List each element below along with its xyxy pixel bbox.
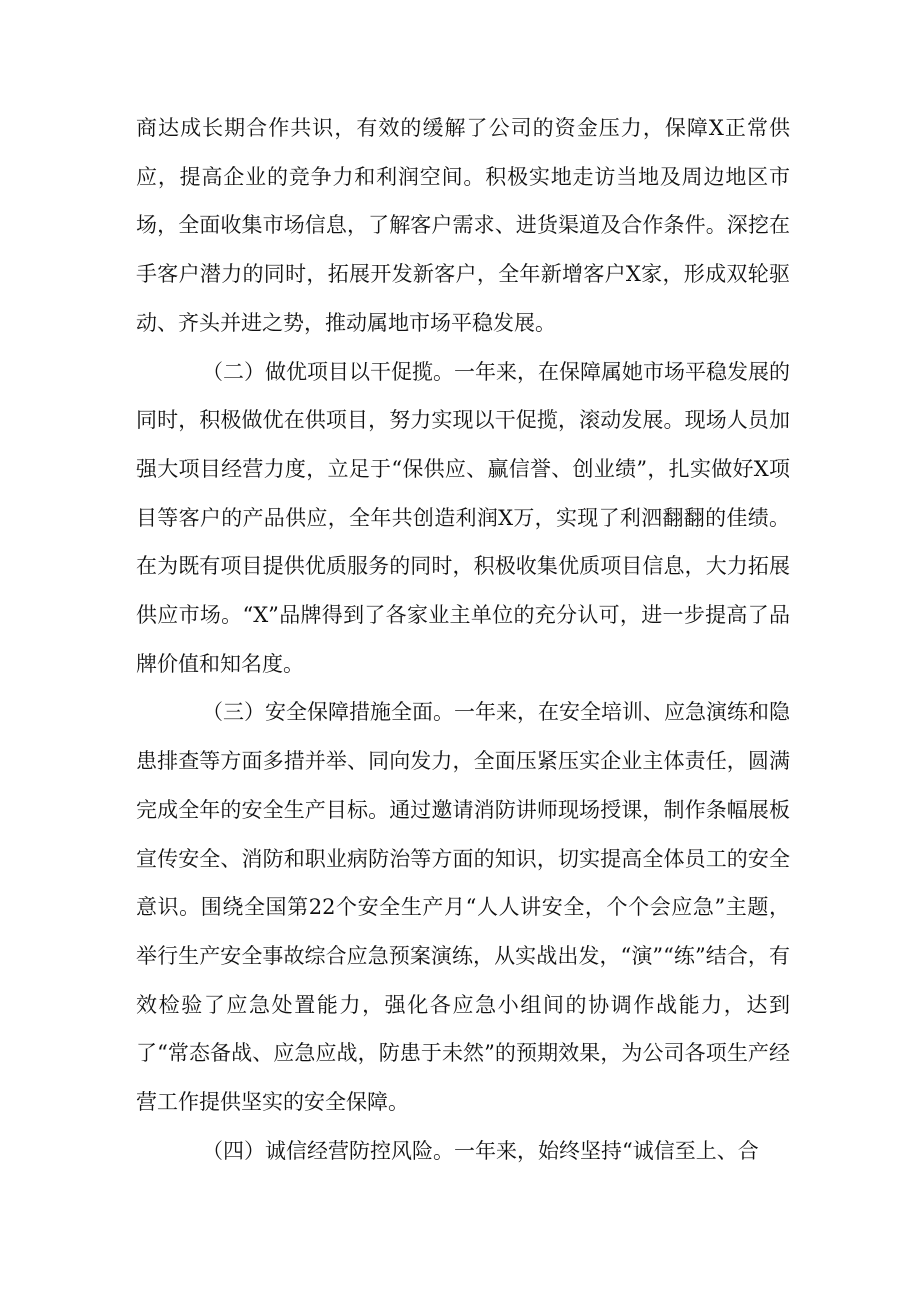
paragraph-project-optimization: （二）做优项目以干促揽。一年来，在保障属她市场平稳发展的同时，积极做优在供项目，努力实现以干促揽，滚动发展。现场人员加强大项目经营力度，立足于“保供应、赢信誉、创业绩”，扎实做好X项目等客户的产品供应，全年共创造利润X万，实现了利泗翻翻的佳绩。在为既有项目提供优质服务的同时，积极收集优质项目信息，大力拓展供应市场。“X”品牌得到了各家业主单位的充分认可，进一步提高了品牌价值和知名度。 (136, 359, 790, 676)
document-body (136, 104, 790, 1175)
paragraph-integrity-operations: （四）诚信经营防控风险。一年来，始终坚持“诚信至上、合 (202, 1138, 759, 1163)
paragraph-market-continuation: 商达成长期合作共识，有效的缓解了公司的资金压力，保障X正常供应，提高企业的竞争力和利润空间。积极实地走访当地及周边地区市场，全面收集市场信息，了解客户需求、进货渠道及合作条件。深挖在手客户潜力的同时，拓展开发新客户，全年新增客户X家，形成双轮驱动、齐头并进之势，推动属地市场平稳发展。 (136, 116, 790, 335)
paragraph-safety-measures: （三）安全保障措施全面。一年来，在安全培训、应急演练和隐患排查等方面多措并举、同向发力，全面压紧压实企业主体责任，圆满完成全年的安全生产目标。通过邀请消防讲师现场授课，制作条幅展板宣传安全、消防和职业病防治等方面的知识，切实提高全体员工的安全意识。围绕全国第22个安全生产月“人人讲安全，个个会应急”主题，举行生产安全事故综合应急预案演练，从实战出发，“演”“练”结合，有效检验了应急处置能力，强化各应急小组间的协调作战能力，达到了“常态备战、应急应战，防患于未然”的预期效果，为公司各项生产经营工作提供坚实的安全保障。 (136, 700, 790, 1115)
